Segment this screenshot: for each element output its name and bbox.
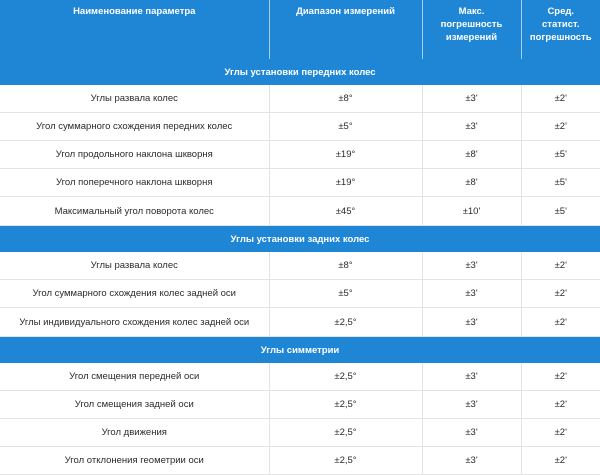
param-name: Углы развала колес [0,252,269,280]
max-error-value: ±3' [422,363,521,391]
max-error-value: ±10' [422,197,521,226]
avg-error-value: ±2' [521,363,600,391]
table-row [0,252,600,280]
table-row [0,308,600,337]
param-name: Угол отклонения геометрии оси [0,447,269,475]
avg-error-value: ±5' [521,169,600,197]
max-error-value: ±8' [422,141,521,169]
header-range: Диапазон измерений [269,0,422,59]
max-error-value: ±3' [422,419,521,447]
table-row [0,141,600,169]
param-name: Угол движения [0,419,269,447]
avg-error-value: ±5' [521,197,600,226]
table-row [0,280,600,308]
range-value: ±2,5° [269,308,422,337]
param-name: Угол суммарного схождения передних колес [0,113,269,141]
table-row [0,197,600,226]
range-value: ±2,5° [269,447,422,475]
section-header-front: Углы установки передних колес [0,59,600,85]
avg-error-value: ±2' [521,308,600,337]
range-value: ±2,5° [269,391,422,419]
avg-error-value: ±5' [521,141,600,169]
header-avg-error: Сред. статист. погрешность [521,0,600,59]
avg-error-value: ±2' [521,252,600,280]
table-header [0,0,600,59]
max-error-value: ±3' [422,280,521,308]
max-error-value: ±3' [422,113,521,141]
header-param: Наименование параметра [0,0,269,59]
max-error-value: ±8' [422,169,521,197]
section-header-rear: Углы установки задних колес [0,226,600,253]
param-name: Угол смещения задней оси [0,391,269,419]
range-value: ±2,5° [269,419,422,447]
section-header-symmetry: Углы симметрии [0,337,600,364]
avg-error-value: ±2' [521,280,600,308]
param-name: Угол суммарного схождения колес задней оси [0,280,269,308]
range-value: ±45° [269,197,422,226]
avg-error-value: ±2' [521,391,600,419]
header-max-error: Макс. погрешность измерений [422,0,521,59]
table-row [0,113,600,141]
param-name: Углы развала колес [0,85,269,113]
max-error-value: ±3' [422,252,521,280]
range-value: ±19° [269,141,422,169]
param-name: Максимальный угол поворота колес [0,197,269,226]
range-value: ±8° [269,85,422,113]
avg-error-value: ±2' [521,113,600,141]
table-row [0,447,600,475]
param-name: Угол продольного наклона шкворня [0,141,269,169]
max-error-value: ±3' [422,447,521,475]
range-value: ±2,5° [269,363,422,391]
max-error-value: ±3' [422,391,521,419]
max-error-value: ±3' [422,85,521,113]
max-error-value: ±3' [422,308,521,337]
range-value: ±8° [269,252,422,280]
range-value: ±19° [269,169,422,197]
param-name: Углы индивидуального схождения колес задней оси [0,308,269,337]
table-row [0,419,600,447]
param-name: Угол смещения передней оси [0,363,269,391]
avg-error-value: ±2' [521,419,600,447]
table-row [0,391,600,419]
table-row [0,363,600,391]
avg-error-value: ±2' [521,85,600,113]
table-row [0,85,600,113]
table-row [0,169,600,197]
avg-error-value: ±2' [521,447,600,475]
range-value: ±5° [269,113,422,141]
param-name: Угол поперечного наклона шкворня [0,169,269,197]
range-value: ±5° [269,280,422,308]
